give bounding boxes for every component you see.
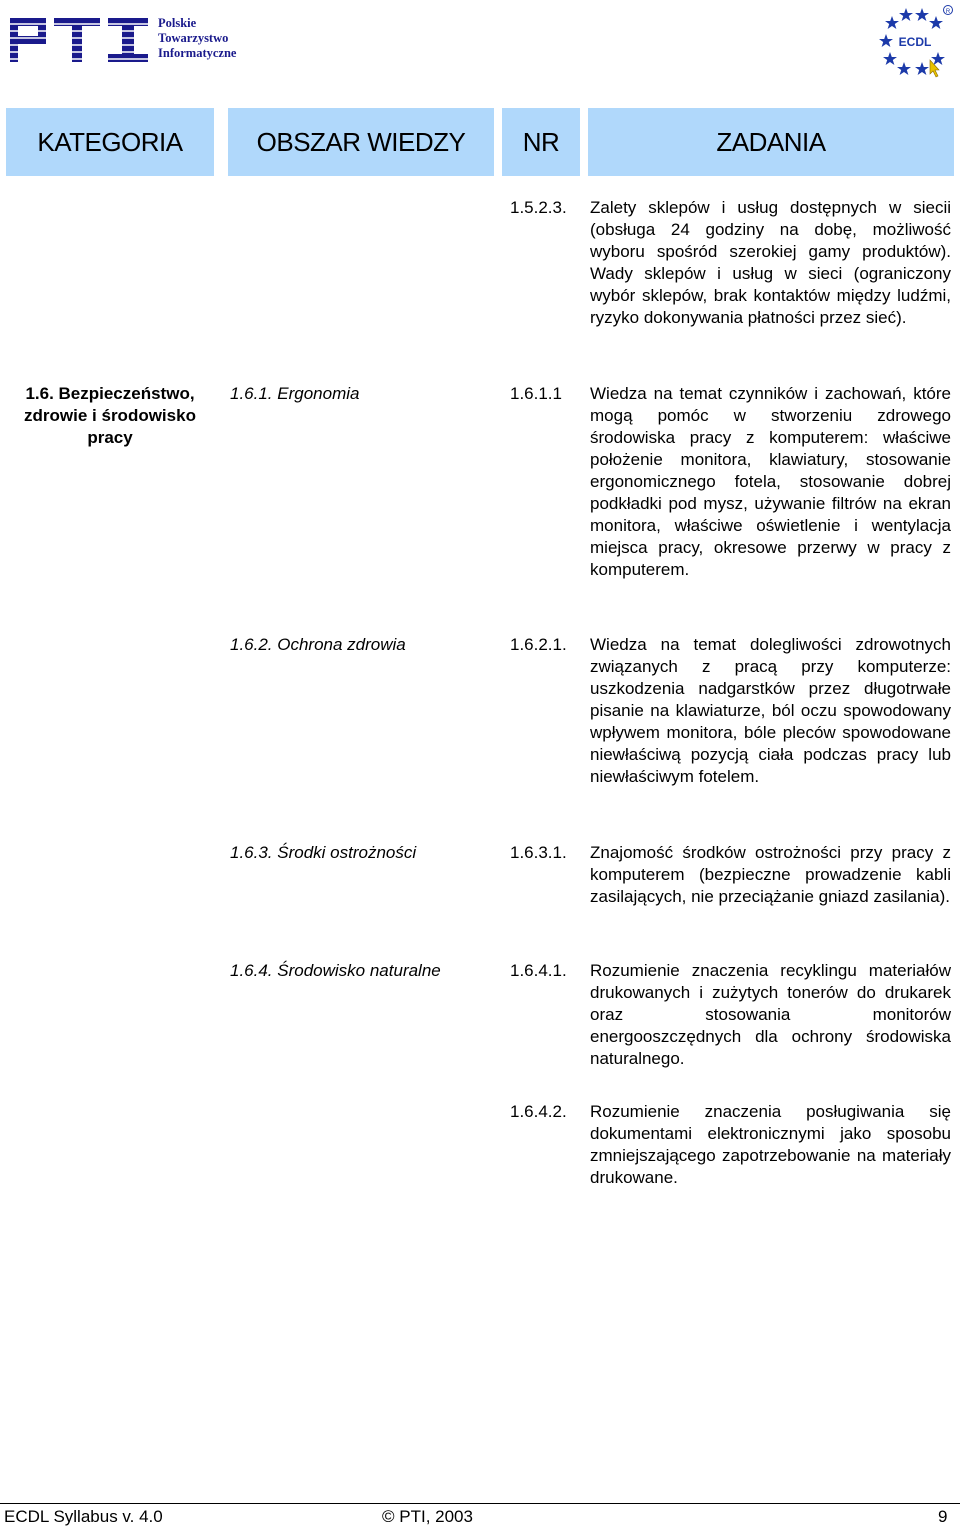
column-header-tasks: ZADANIA	[588, 108, 954, 176]
ecdl-logo-text: ECDL	[898, 35, 932, 49]
pti-org-line2: Towarzystwo	[158, 31, 229, 45]
knowledge-area: 1.6.3. Środki ostrożności	[230, 843, 417, 862]
column-header-knowledge-area: OBSZAR WIEDZY	[228, 108, 494, 176]
footer-divider	[0, 1503, 960, 1504]
task-description: Zalety sklepów i usług dostępnych w siecii (obsługa 24 godziny na dobę, możliwość wyboru spośród szerokiej gamy produktów). Wady sklepów i usług w sieci (ograniczony wybór sklepów, brak kontaktów między ludźmi, ryzyko dokonywania płatności przez sieć).	[590, 198, 951, 327]
column-header-nr: NR	[502, 108, 580, 176]
svg-text:R: R	[945, 9, 951, 15]
knowledge-area: 1.6.1. Ergonomia	[230, 384, 360, 403]
pti-org-line3: Informatyczne	[158, 46, 237, 60]
task-number: 1.6.4.2.	[510, 1102, 567, 1121]
knowledge-area: 1.6.4. Środowisko naturalne	[230, 961, 441, 980]
task-description: Rozumienie znaczenia posługiwania się dokumentami elektronicznymi jako sposobu zmniejszającego zapotrzebowanie na materiały drukowane.	[590, 1102, 951, 1187]
ecdl-logo	[878, 4, 954, 78]
column-header-category: KATEGORIA	[6, 108, 214, 176]
task-description: Wiedza na temat dolegliwości zdrowotnych związanych z pracą przy komputerze: uszkodzenia nadgarstków przez długotrwałe pisanie na klawiaturze, ból oczu spowodowany wpływem monitora, bóle pleców spowodowane niewłaściwą pozycją ciała podczas pracy lub niewłaściwym fotelem.	[590, 635, 951, 786]
task-description: Wiedza na temat czynników i zachowań, które mogą pomóc w stworzeniu zdrowego środowiska pracy z komputerem: właściwe położenie monitora, klawiatury, stosowanie ergonomicznego fotela, stosowanie dobrej podkładki pod mysz, używanie filtrów na ekran monitora, właściwe oświetlenie i wentylacja miejsca pracy, okresowe przerwy w pracy z komputerem.	[590, 384, 951, 579]
page-number: 9	[938, 1507, 948, 1526]
task-number: 1.6.2.1.	[510, 635, 567, 654]
knowledge-area: 1.6.2. Ochrona zdrowia	[230, 635, 406, 654]
footer-syllabus-version: ECDL Syllabus v. 4.0	[4, 1507, 163, 1526]
pti-logo-text	[158, 16, 236, 61]
task-description: Znajomość środków ostrożności przy pracy z komputerem (bezpieczne prowadzenie kabli zasilających, nie przeciążanie gniazd zasilania).	[590, 843, 951, 906]
task-number: 1.5.2.3.	[510, 198, 567, 217]
pti-org-line1: Polskie	[158, 16, 197, 30]
task-number: 1.6.1.1	[510, 384, 562, 403]
task-description: Rozumienie znaczenia recyklingu materiałów drukowanych i zużytych tonerów do drukarek oraz stosowania monitorów energooszczędnych dla ochrony środowiska naturalnego.	[590, 961, 951, 1068]
task-number: 1.6.3.1.	[510, 843, 567, 862]
category-cell: 1.6. Bezpieczeństwo, zdrowie i środowisko pracy	[24, 384, 196, 447]
task-number: 1.6.4.1.	[510, 961, 567, 980]
footer-copyright: © PTI, 2003	[382, 1507, 473, 1526]
